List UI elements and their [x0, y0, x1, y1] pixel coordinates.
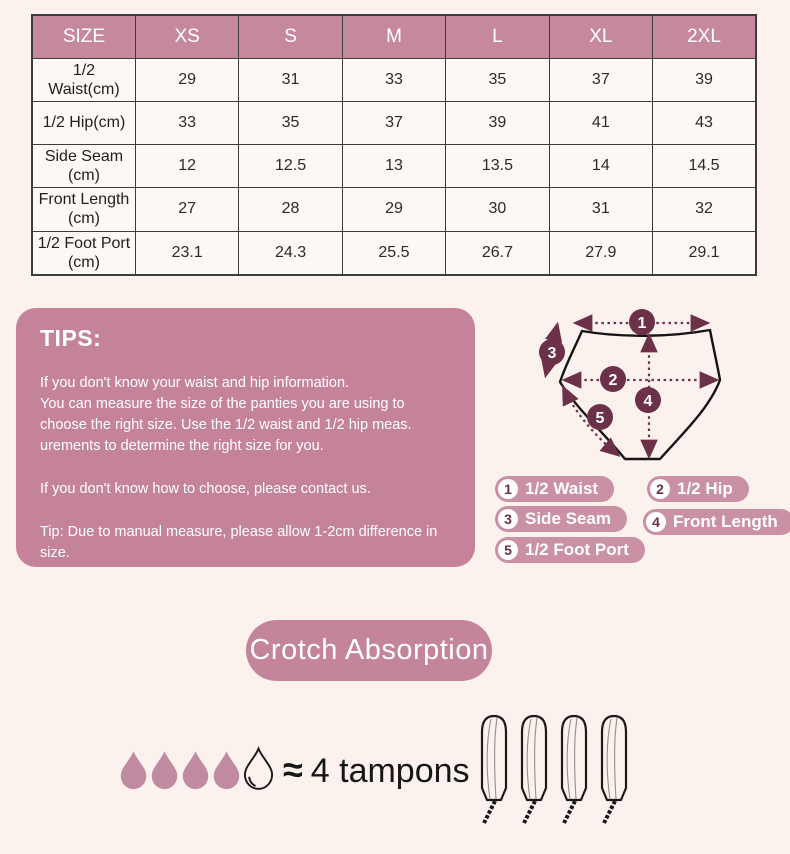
tips-paragraph: You can measure the size of the panties you are using to choose the right size. Use the 1/2 waist and 1/2 hip meas. urements to determine the right size for you. [40, 396, 412, 454]
legend-label: 1/2 Foot Port [525, 540, 629, 559]
size-table-row [32, 231, 756, 275]
absorption-drop-filled-icon [118, 749, 149, 790]
absorption-drop-filled-icon [180, 749, 211, 790]
legend-label: Side Seam [525, 509, 611, 528]
legend-number-badge: 1 [498, 479, 518, 499]
size-value-cell: 29 [135, 58, 238, 101]
size-value-cell: 41 [549, 101, 652, 144]
size-value-cell: 30 [446, 188, 549, 231]
size-value-cell: 39 [446, 101, 549, 144]
size-row-label: 1/2 Hip(cm) [32, 101, 135, 144]
absorption-label: 4 tampons [310, 752, 470, 790]
size-value-cell: 39 [653, 58, 756, 101]
tampon-icons [474, 712, 634, 826]
absorption-drop-filled-icon [149, 749, 180, 790]
size-value-cell: 13.5 [446, 144, 549, 187]
size-table-row [32, 188, 756, 231]
tampon-icon [514, 712, 554, 826]
size-value-cell: 28 [239, 188, 342, 231]
measurement-legend [495, 476, 790, 566]
absorption-drop-filled-icon [211, 749, 242, 790]
size-value-cell: 14.5 [653, 144, 756, 187]
size-value-cell: 33 [135, 101, 238, 144]
size-table [31, 14, 757, 276]
legend-pill [495, 537, 645, 563]
legend-number-badge: 2 [650, 479, 670, 499]
size-value-cell: 29.1 [653, 231, 756, 275]
diagram-point-label: 1 [637, 315, 647, 332]
approx-symbol: ≈ [283, 749, 303, 790]
size-table-row [32, 58, 756, 101]
diagram-point-label: 2 [608, 372, 618, 389]
size-table-corner-header: SIZE [32, 15, 135, 58]
legend-number-badge: 4 [646, 512, 666, 532]
legend-label: Front Length [673, 512, 778, 531]
size-value-cell: 14 [549, 144, 652, 187]
legend-pill [643, 509, 790, 535]
size-row-label: 1/2 Waist(cm) [32, 58, 135, 101]
legend-number-badge: 5 [498, 540, 518, 560]
size-column-header: L [446, 15, 549, 58]
absorption-drops [118, 746, 275, 790]
size-value-cell: 37 [549, 58, 652, 101]
tips-paragraph: If you don't know how to choose, please contact us. [40, 481, 371, 497]
size-value-cell: 13 [342, 144, 445, 187]
size-value-cell: 24.3 [239, 231, 342, 275]
diagram-point-label: 4 [643, 393, 653, 410]
tips-panel [16, 308, 475, 567]
size-column-header: M [342, 15, 445, 58]
size-column-header: XL [549, 15, 652, 58]
size-row-label: Side Seam (cm) [32, 144, 135, 187]
size-value-cell: 32 [653, 188, 756, 231]
tips-paragraph: Tip: Due to manual measure, please allow 1-2cm difference in size. [40, 524, 438, 561]
size-value-cell: 27 [135, 188, 238, 231]
tampon-icon [554, 712, 594, 826]
size-row-label: 1/2 Foot Port (cm) [32, 231, 135, 275]
absorption-drop-outline-icon [242, 746, 275, 790]
size-column-header: XS [135, 15, 238, 58]
tampon-icon [474, 712, 514, 826]
size-column-header: 2XL [653, 15, 756, 58]
size-value-cell: 26.7 [446, 231, 549, 275]
size-value-cell: 12.5 [239, 144, 342, 187]
size-column-header: S [239, 15, 342, 58]
size-value-cell: 33 [342, 58, 445, 101]
legend-pill [495, 476, 614, 502]
size-value-cell: 12 [135, 144, 238, 187]
legend-label: 1/2 Hip [677, 479, 733, 498]
crotch-absorption-banner [246, 620, 492, 681]
size-value-cell: 31 [549, 188, 652, 231]
banner-label: Crotch Absorption [249, 634, 489, 666]
diagram-point-label: 5 [595, 410, 605, 427]
size-table-header-row [32, 15, 756, 58]
tips-paragraph: If you don't know your waist and hip information. [40, 375, 350, 391]
size-value-cell: 25.5 [342, 231, 445, 275]
tampon-icon [594, 712, 634, 826]
tips-title: TIPS: [40, 325, 102, 351]
size-value-cell: 23.1 [135, 231, 238, 275]
legend-pill [647, 476, 749, 502]
size-value-cell: 35 [446, 58, 549, 101]
legend-number-badge: 3 [498, 509, 518, 529]
size-value-cell: 37 [342, 101, 445, 144]
size-table-row [32, 101, 756, 144]
size-row-label: Front Length (cm) [32, 188, 135, 231]
size-value-cell: 27.9 [549, 231, 652, 275]
absorption-equivalence [283, 749, 470, 792]
size-value-cell: 31 [239, 58, 342, 101]
size-table-row [32, 144, 756, 187]
legend-pill [495, 506, 627, 532]
panty-measurement-diagram [533, 296, 737, 476]
size-value-cell: 43 [653, 101, 756, 144]
diagram-point-label: 3 [547, 345, 557, 362]
size-value-cell: 29 [342, 188, 445, 231]
size-value-cell: 35 [239, 101, 342, 144]
legend-label: 1/2 Waist [525, 479, 599, 498]
